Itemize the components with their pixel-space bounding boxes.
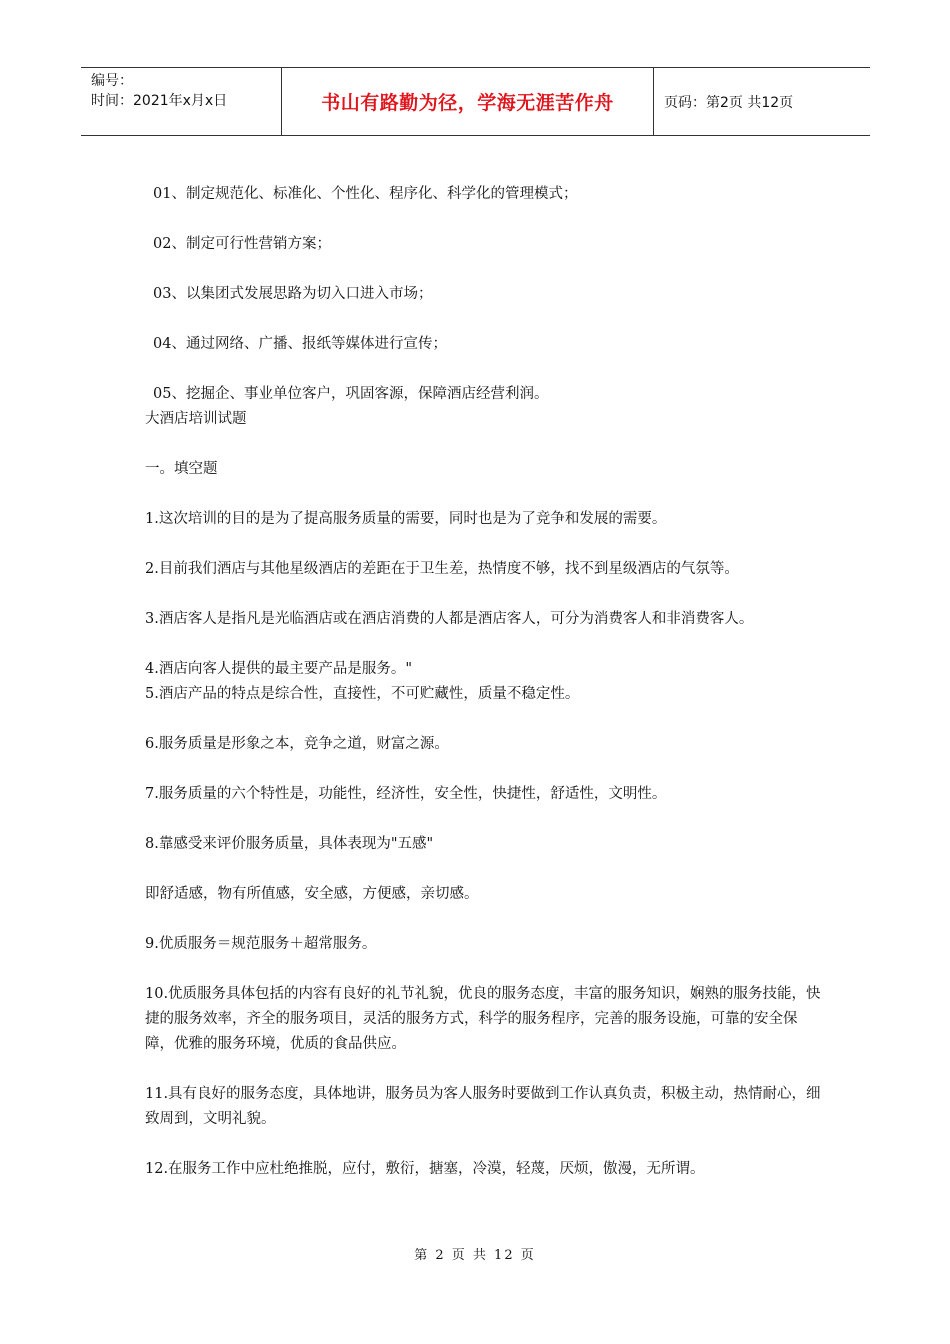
question-6: 6.服务质量是形象之本，竞争之道，财富之源。 [145,736,449,752]
page-header [81,67,870,136]
header-meta [81,68,282,135]
header-page-info [654,68,870,135]
code-label: 编号： [91,73,133,89]
question-1: 1.这次培训的目的是为了提高服务质量的需要，同时也是为了竞争和发展的需要。 [145,511,667,527]
list-item: 05、挖掘企、事业单位客户，巩固客源，保障酒店经营利润。 [153,386,549,402]
time-label: 时间：2021年x月x日 [91,93,228,109]
question-8: 8.靠感受来评价服务质量，具体表现为"五感" [145,836,434,852]
question-3: 3.酒店客人是指凡是光临酒店或在酒店消费的人都是酒店客人，可分为消费客人和非消费客人。 [145,611,754,627]
motto: 书山有路勤为径，学海无涯苦作舟 [321,92,614,114]
list-item: 04、通过网络、广播、报纸等媒体进行宣传； [153,336,447,352]
question-9: 9.优质服务＝规范服务＋超常服务。 [145,936,377,952]
document-title: 大酒店培训试题 [145,411,247,427]
question-12: 12.在服务工作中应杜绝推脱，应付，敷衍，搪塞，冷漠，轻蔑，厌烦，傲漫，无所谓。 [145,1161,705,1177]
list-item: 01、制定规范化、标准化、个性化、程序化、科学化的管理模式； [153,186,578,202]
question-8-continued: 即舒适感，物有所值感，安全感，方便感，亲切感。 [145,886,479,902]
page-info: 页码：第2页 共12页 [664,94,794,111]
list-item: 03、以集团式发展思路为切入口进入市场； [153,286,433,302]
question-10: 10.优质服务具体包括的内容有良好的礼节礼貌，优良的服务态度，丰富的服务知识，娴熟的服务技能，快捷的服务效率，齐全的服务项目，灵活的服务方式，科学的服务程序，完善的服务设施，可靠的安全保障，优雅的服务环境，优质的食品供应。 [145,986,821,1052]
question-2: 2.目前我们酒店与其他星级酒店的差距在于卫生差，热情度不够，找不到星级酒店的气氛等。 [145,561,739,577]
question-4: 4.酒店向客人提供的最主要产品是服务。" [145,661,413,677]
header-motto-cell [282,68,654,135]
question-7: 7.服务质量的六个特性是，功能性，经济性，安全性，快捷性，舒适性，文明性。 [145,786,667,802]
section-heading: 一。填空题 [145,461,218,477]
list-item: 02、制定可行性营销方案； [153,236,331,252]
question-5: 5.酒店产品的特点是综合性，直接性，不可贮藏性，质量不稳定性。 [145,686,580,702]
question-11: 11.具有良好的服务态度，具体地讲，服务员为客人服务时要做到工作认真负责，积极主动，热情耐心，细致周到，文明礼貌。 [145,1086,821,1127]
document-body [145,182,825,1182]
page-footer: 第 2 页 共 12 页 [414,1248,536,1263]
